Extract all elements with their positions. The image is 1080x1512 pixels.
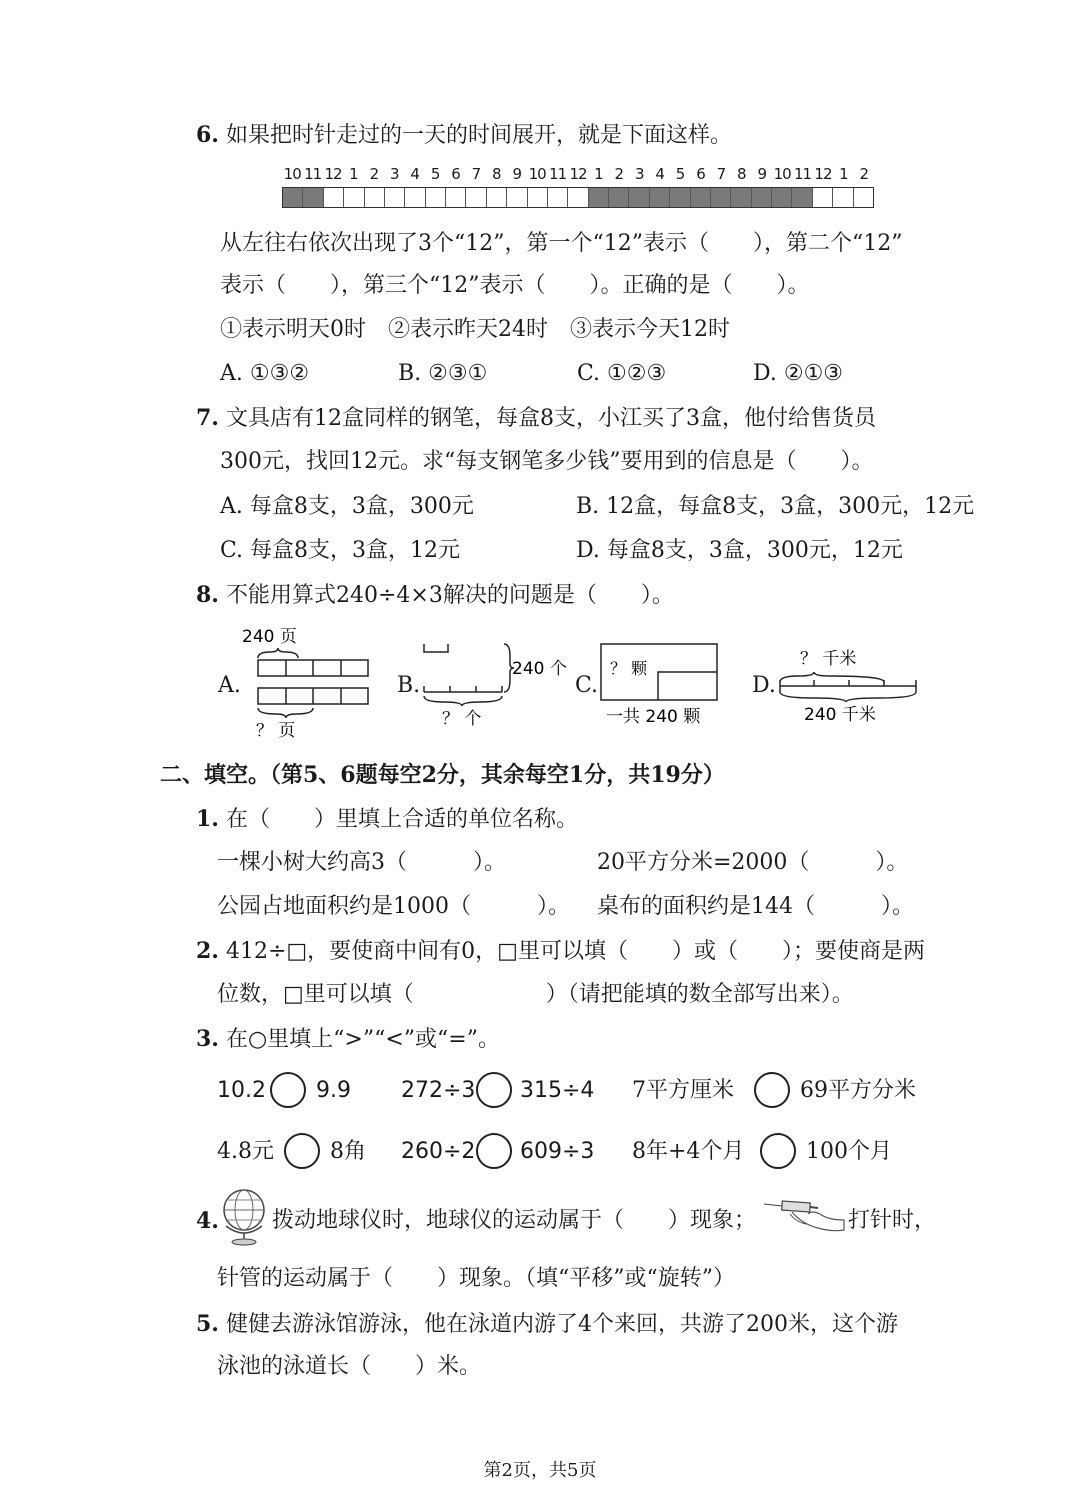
q6-line2: 表示（ ），第三个“12”表示（ ）。正确的是（ ）。: [220, 273, 810, 298]
f1-b: 20平方分米=2000（ ）。: [597, 850, 909, 875]
timeline-cell: [548, 188, 568, 207]
f2-line1: 412÷□，要使商中间有0，□里可以填（ ）或（ ）；要使商是两: [225, 939, 925, 964]
timeline-cell: [731, 188, 751, 207]
diagram-d-bottom-brace: [780, 692, 916, 702]
timeline-hour-label: 8: [492, 165, 501, 183]
timeline-cell: [365, 188, 385, 207]
diagram-d-top-label: ？ 千米: [800, 649, 857, 669]
q8-diagram-a: [240, 622, 380, 744]
f4-line1a: 拨动地球仪时，地球仪的运动属于（ ）现象；: [272, 1208, 757, 1233]
f1-a: 一棵小树大约高3（ ）。: [217, 850, 506, 875]
timeline-cell: [650, 188, 670, 207]
f3-r2-right-3: 100个月: [806, 1139, 892, 1164]
f3-r2-right-2: 609÷3: [520, 1139, 595, 1164]
f2-line2: 位数，□里可以填（ ）（请把能填的数全部写出来）。: [217, 982, 854, 1007]
timeline-hour-label: 12: [814, 165, 832, 183]
q8-diagram-d-letter: D.: [752, 673, 776, 698]
compare-circle-4[interactable]: [284, 1133, 320, 1169]
timeline-hour-label: 7: [471, 165, 481, 183]
timeline-cell: [324, 188, 344, 207]
timeline-hour-label: 12: [324, 165, 342, 183]
q8: [196, 582, 674, 609]
compare-circle-6[interactable]: [760, 1133, 796, 1169]
f3: [196, 1026, 500, 1053]
syringe-hand-icon: [762, 1194, 846, 1240]
timeline-cell: [568, 188, 588, 207]
f5-line2: 泳池的泳道长（ ）米。: [217, 1354, 482, 1379]
timeline-hour-label: 9: [757, 165, 766, 183]
timeline-hour-label: 3: [634, 165, 644, 183]
f2: [196, 938, 925, 965]
q8-stem: 不能用算式240÷4×3解决的问题是（ ）。: [225, 583, 674, 608]
q6-hints: ①表示明天0时 ②表示昨天24时 ③表示今天12时: [220, 317, 730, 342]
q7-line2: 300元，找回12元。求“每支钢笔多少钱”要用到的信息是（ ）。: [220, 449, 874, 474]
timeline-hour-label: 4: [655, 165, 664, 183]
timeline-cell: [426, 188, 446, 207]
compare-circle-3[interactable]: [754, 1072, 790, 1108]
timeline-cell: [405, 188, 425, 207]
q7-number: 7.: [196, 405, 219, 431]
timeline-hour-label: 2: [369, 165, 379, 183]
q7: [196, 405, 876, 432]
f3-r2-left-2: 260÷2: [401, 1139, 476, 1164]
timeline-hour-label: 5: [430, 165, 440, 183]
q8-diagram-a-letter: A.: [218, 673, 241, 698]
diagram-a-bottom-label: ？ 页: [256, 721, 296, 741]
q8-diagram-c-letter: C.: [575, 673, 599, 698]
compare-circle-2[interactable]: [476, 1072, 512, 1108]
f3-r1-left-3: 7平方厘米: [632, 1078, 734, 1103]
diagram-b-bottom-brace: [424, 696, 502, 706]
q6-option-b: B. ②③①: [398, 361, 488, 386]
timeline-cell: [813, 188, 833, 207]
q8-diagram-d: [774, 644, 924, 728]
f3-r1-left-2: 272÷3: [401, 1078, 476, 1103]
timeline-hour-label: 5: [675, 165, 685, 183]
f5: [196, 1311, 898, 1338]
timeline-hour-label: 8: [737, 165, 746, 183]
f1-d: 桌布的面积约是144（ ）。: [597, 894, 914, 919]
timeline-bar: [282, 187, 874, 208]
timeline-hour-label: 1: [839, 165, 848, 183]
f3-r1-right-1: 9.9: [316, 1078, 351, 1103]
q8-diagram-b: [418, 640, 578, 730]
diagram-b-bottom-label: ？ 个: [442, 709, 482, 729]
diagram-c-bottom-label: 一共 240 颗: [606, 707, 701, 727]
globe-icon: [218, 1186, 270, 1246]
timeline-hour-labels: [282, 165, 874, 187]
f3-r2-left-1: 4.8元: [217, 1139, 274, 1164]
f1: [196, 806, 578, 833]
q7-option-b: B. 12盒，每盒8支，3盒，300元，12元: [576, 494, 975, 519]
f3-r1-left-1: 10.2: [217, 1078, 266, 1103]
timeline-cell: [772, 188, 792, 207]
timeline-cell: [589, 188, 609, 207]
timeline-cell: [466, 188, 486, 207]
diagram-c-inner-label: ？ 颗: [610, 659, 648, 678]
timeline-hour-label: 11: [549, 165, 567, 183]
timeline-cell: [609, 188, 629, 207]
timeline-hour-label: 11: [794, 165, 812, 183]
q8-number: 8.: [196, 582, 219, 608]
q6-stem: 如果把时针走过的一天的时间展开，就是下面这样。: [225, 123, 732, 148]
timeline-hour-label: 10: [283, 165, 301, 183]
timeline-cell: [487, 188, 507, 207]
timeline-cell: [670, 188, 690, 207]
timeline-cell: [691, 188, 711, 207]
timeline-cell: [446, 188, 466, 207]
timeline-cell: [629, 188, 649, 207]
q6-option-a: A. ①③②: [220, 361, 310, 386]
q7-option-a: A. 每盒8支，3盒，300元: [220, 494, 474, 519]
timeline-hour-label: 12: [569, 165, 587, 183]
compare-circle-1[interactable]: [270, 1072, 306, 1108]
timeline-cell: [833, 188, 853, 207]
q6-number: 6.: [196, 122, 219, 148]
q8-diagram-b-letter: B.: [397, 673, 421, 698]
section-2-heading: 二、填空。（第5、6题每空2分，其余每空1分，共19分）: [160, 762, 725, 788]
timeline-hour-label: 6: [451, 165, 460, 183]
diagram-c-inner-rect: [658, 672, 717, 700]
f5-line1: 健健去游泳馆游泳，他在泳道内游了4个来回，共游了200米，这个游: [225, 1312, 898, 1337]
q7-option-d: D. 每盒8支，3盒，300元，12元: [576, 538, 903, 563]
q6-option-d: D. ②①③: [753, 361, 844, 386]
timeline-cell: [711, 188, 731, 207]
f1-stem: 在（ ）里填上合适的单位名称。: [225, 807, 578, 832]
timeline-cell: [344, 188, 364, 207]
f4-line2: 针管的运动属于（ ）现象。（填“平移”或“旋转”）: [217, 1266, 735, 1291]
f3-r2-right-1: 8角: [330, 1139, 366, 1164]
timeline-cell: [528, 188, 548, 207]
f3-r2-left-3: 8年+4个月: [632, 1139, 745, 1164]
timeline-hour-label: 11: [304, 165, 322, 183]
timeline-hour-label: 7: [716, 165, 726, 183]
timeline-hour-label: 2: [859, 165, 869, 183]
f3-stem: 在○里填上“>”“<”或“=”。: [225, 1027, 500, 1052]
compare-circle-5[interactable]: [476, 1133, 512, 1169]
timeline-hour-label: 4: [410, 165, 419, 183]
f3-number: 3.: [196, 1026, 219, 1052]
q6-option-c: C. ①②③: [577, 361, 667, 386]
timeline-hour-label: 10: [528, 165, 546, 183]
f5-number: 5.: [196, 1311, 219, 1337]
diagram-a-bottom-brace: [258, 708, 313, 718]
clock-timeline: [282, 165, 874, 187]
f4-number: 4.: [196, 1208, 219, 1234]
timeline-hour-label: 10: [773, 165, 791, 183]
timeline-cell: [507, 188, 527, 207]
diagram-b-short-segment: [424, 644, 448, 652]
diagram-a-top-brace: [258, 648, 298, 658]
f2-number: 2.: [196, 938, 219, 964]
timeline-cell: [303, 188, 323, 207]
q7-option-c: C. 每盒8支，3盒，12元: [220, 538, 461, 563]
q8-diagram-c: [598, 642, 724, 728]
timeline-cell: [385, 188, 405, 207]
diagram-b-right-label: 240 个: [512, 659, 567, 679]
f1-c: 公园占地面积约是1000（ ）。: [217, 894, 570, 919]
timeline-hour-label: 1: [349, 165, 358, 183]
timeline-cell: [792, 188, 812, 207]
diagram-d-bottom-label: 240 千米: [804, 705, 876, 725]
timeline-cell: [752, 188, 772, 207]
timeline-hour-label: 1: [594, 165, 603, 183]
timeline-hour-label: 6: [696, 165, 705, 183]
timeline-hour-label: 9: [512, 165, 522, 183]
f3-r1-right-2: 315÷4: [520, 1078, 595, 1103]
page-footer: 第2页，共5页: [483, 1460, 597, 1481]
diagram-a-top-label: 240 页: [242, 627, 297, 647]
q6: [196, 122, 732, 149]
timeline-hour-label: 3: [389, 165, 399, 183]
q6-line1: 从左往右依次出现了3个“12”，第一个“12”表示（ ），第二个“12”: [220, 231, 903, 256]
f1-number: 1.: [196, 806, 219, 832]
q7-line1: 文具店有12盒同样的钢笔，每盒8支，小江买了3盒，他付给售货员: [225, 406, 876, 431]
f4-line1b: 打针时，: [848, 1208, 937, 1233]
timeline-cell: [854, 188, 873, 207]
timeline-cell: [283, 188, 303, 207]
diagram-d-top-brace: [780, 672, 884, 682]
timeline-hour-label: 2: [614, 165, 624, 183]
f3-r1-right-3: 69平方分米: [800, 1078, 916, 1103]
